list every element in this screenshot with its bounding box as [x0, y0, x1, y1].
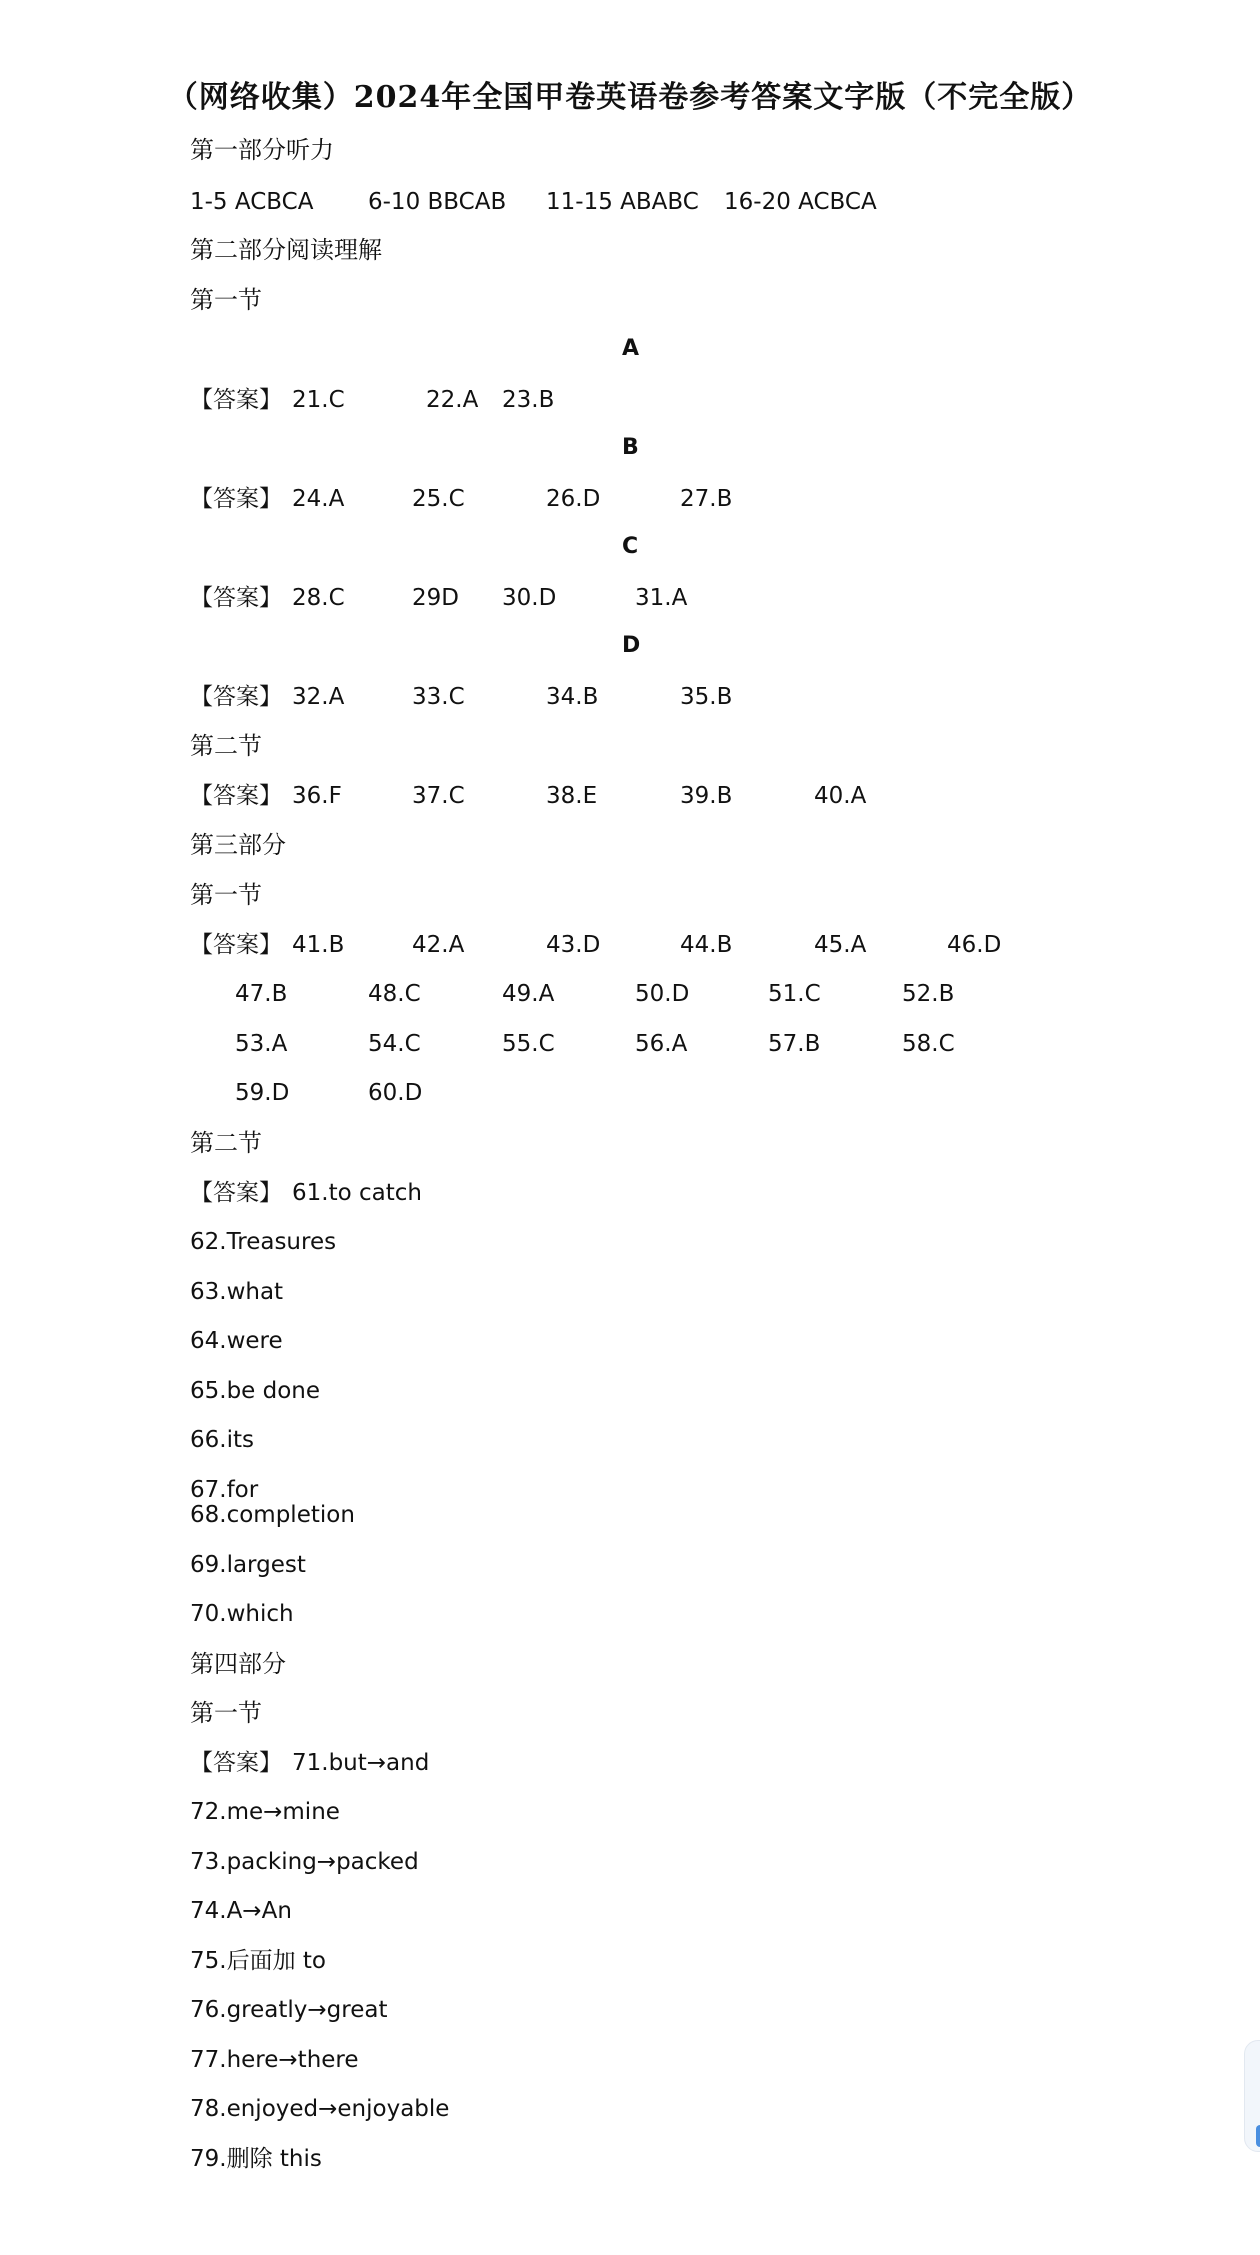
correction-item: 77.here→there	[190, 2047, 359, 2073]
fill-item: 67.for	[190, 1477, 259, 1503]
section2-answers	[190, 781, 990, 811]
answer-label: 【答案】	[190, 585, 282, 611]
answer-item: 59.D	[235, 1080, 290, 1106]
answer-item: 36.F	[292, 783, 342, 809]
fill-item: 70.which	[190, 1601, 294, 1627]
answer-item: 50.D	[635, 981, 690, 1007]
answer-item: 41.B	[292, 932, 345, 958]
answer-item: 51.C	[768, 981, 821, 1007]
page-title: （网络收集）2024年全国甲卷英语卷参考答案文字版（不完全版）	[167, 80, 1093, 115]
correction-item: 78.enjoyed→enjoyable	[190, 2096, 450, 2122]
answer-item: 48.C	[368, 981, 421, 1007]
answer-item: 11-15 ABABC	[546, 189, 699, 215]
answer-item: 22.A	[426, 387, 479, 413]
group-c-answers	[190, 583, 990, 613]
answer-item: 45.A	[814, 932, 867, 958]
answer-item: 37.C	[412, 783, 465, 809]
answer-item: 54.C	[368, 1031, 421, 1057]
answer-item: 56.A	[635, 1031, 688, 1057]
answer-item: 55.C	[502, 1031, 555, 1057]
answer-item: 27.B	[680, 486, 733, 512]
group-letter-b: B	[622, 435, 639, 460]
answer-item: 44.B	[680, 932, 733, 958]
fill-item: 62.Treasures	[190, 1229, 337, 1255]
part1-heading: 第一部分听力	[190, 136, 334, 164]
correction-item: 73.packing→packed	[190, 1849, 419, 1875]
group-letter-a: A	[622, 336, 640, 361]
fill-first-row	[190, 1178, 790, 1208]
answer-item: 71.but→and	[292, 1750, 430, 1776]
correction-item: 76.greatly→great	[190, 1997, 388, 2023]
answer-item: 40.A	[814, 783, 867, 809]
answer-item: 61.to catch	[292, 1180, 422, 1206]
answer-label: 【答案】	[190, 1180, 282, 1206]
answer-label: 【答案】	[190, 783, 282, 809]
answer-item: 53.A	[235, 1031, 288, 1057]
answer-item: 43.D	[546, 932, 601, 958]
correction-item: 74.A→An	[190, 1898, 292, 1924]
answer-item: 58.C	[902, 1031, 955, 1057]
correction-item: 72.me→mine	[190, 1799, 340, 1825]
part3-section2: 第二节	[190, 1129, 262, 1157]
part3-row1	[190, 930, 1090, 960]
fill-item: 68.completion	[190, 1502, 355, 1528]
scroll-indicator-icon[interactable]	[1256, 2125, 1260, 2147]
answer-item: 24.A	[292, 486, 345, 512]
fill-item: 65.be done	[190, 1378, 321, 1404]
answer-label: 【答案】	[190, 387, 282, 413]
part1-answers-row	[190, 187, 990, 217]
correction-item: 75.后面加 to	[190, 1948, 326, 1974]
part2-heading: 第二部分阅读理解	[190, 236, 382, 264]
answer-item: 33.C	[412, 684, 465, 710]
fill-item: 66.its	[190, 1427, 254, 1453]
answer-item: 39.B	[680, 783, 733, 809]
answer-item: 28.C	[292, 585, 345, 611]
answer-item: 38.E	[546, 783, 598, 809]
answer-item: 47.B	[235, 981, 288, 1007]
answer-item: 6-10 BBCAB	[368, 189, 507, 215]
answer-item: 16-20 ACBCA	[724, 189, 877, 215]
answer-label: 【答案】	[190, 932, 282, 958]
answer-item: 26.D	[546, 486, 601, 512]
answer-item: 57.B	[768, 1031, 821, 1057]
fill-item: 64.were	[190, 1328, 283, 1354]
part3-row4	[190, 1078, 1090, 1108]
answer-label: 【答案】	[190, 486, 282, 512]
answer-item: 46.D	[947, 932, 1002, 958]
answer-label: 【答案】	[190, 684, 282, 710]
part4-heading: 第四部分	[190, 1650, 286, 1678]
answer-label: 【答案】	[190, 1750, 282, 1776]
answer-item: 21.C	[292, 387, 345, 413]
part3-row2	[190, 979, 1090, 1009]
part2-section2: 第二节	[190, 732, 262, 760]
answer-item: 60.D	[368, 1080, 423, 1106]
answer-item: 23.B	[502, 387, 555, 413]
part3-heading: 第三部分	[190, 831, 286, 859]
answer-item: 31.A	[635, 585, 688, 611]
answer-item: 49.A	[502, 981, 555, 1007]
answer-item: 52.B	[902, 981, 955, 1007]
part2-section1: 第一节	[190, 286, 262, 314]
fill-item: 69.largest	[190, 1552, 306, 1578]
answer-item: 29D	[412, 585, 459, 611]
part3-row3	[190, 1029, 1090, 1059]
group-a-answers	[190, 385, 990, 415]
answer-item: 25.C	[412, 486, 465, 512]
group-letter-c: C	[622, 534, 639, 559]
answer-item: 32.A	[292, 684, 345, 710]
answer-item: 35.B	[680, 684, 733, 710]
group-b-answers	[190, 484, 990, 514]
fill-item: 63.what	[190, 1279, 284, 1305]
group-d-answers	[190, 682, 990, 712]
answer-item: 1-5 ACBCA	[190, 189, 314, 215]
part4-section1: 第一节	[190, 1699, 262, 1727]
group-letter-d: D	[622, 633, 641, 658]
answer-item: 42.A	[412, 932, 465, 958]
answer-item: 34.B	[546, 684, 599, 710]
answer-item: 30.D	[502, 585, 557, 611]
correction-item: 79.删除 this	[190, 2146, 322, 2172]
part3-section1: 第一节	[190, 881, 262, 909]
correction-first-row	[190, 1748, 790, 1778]
